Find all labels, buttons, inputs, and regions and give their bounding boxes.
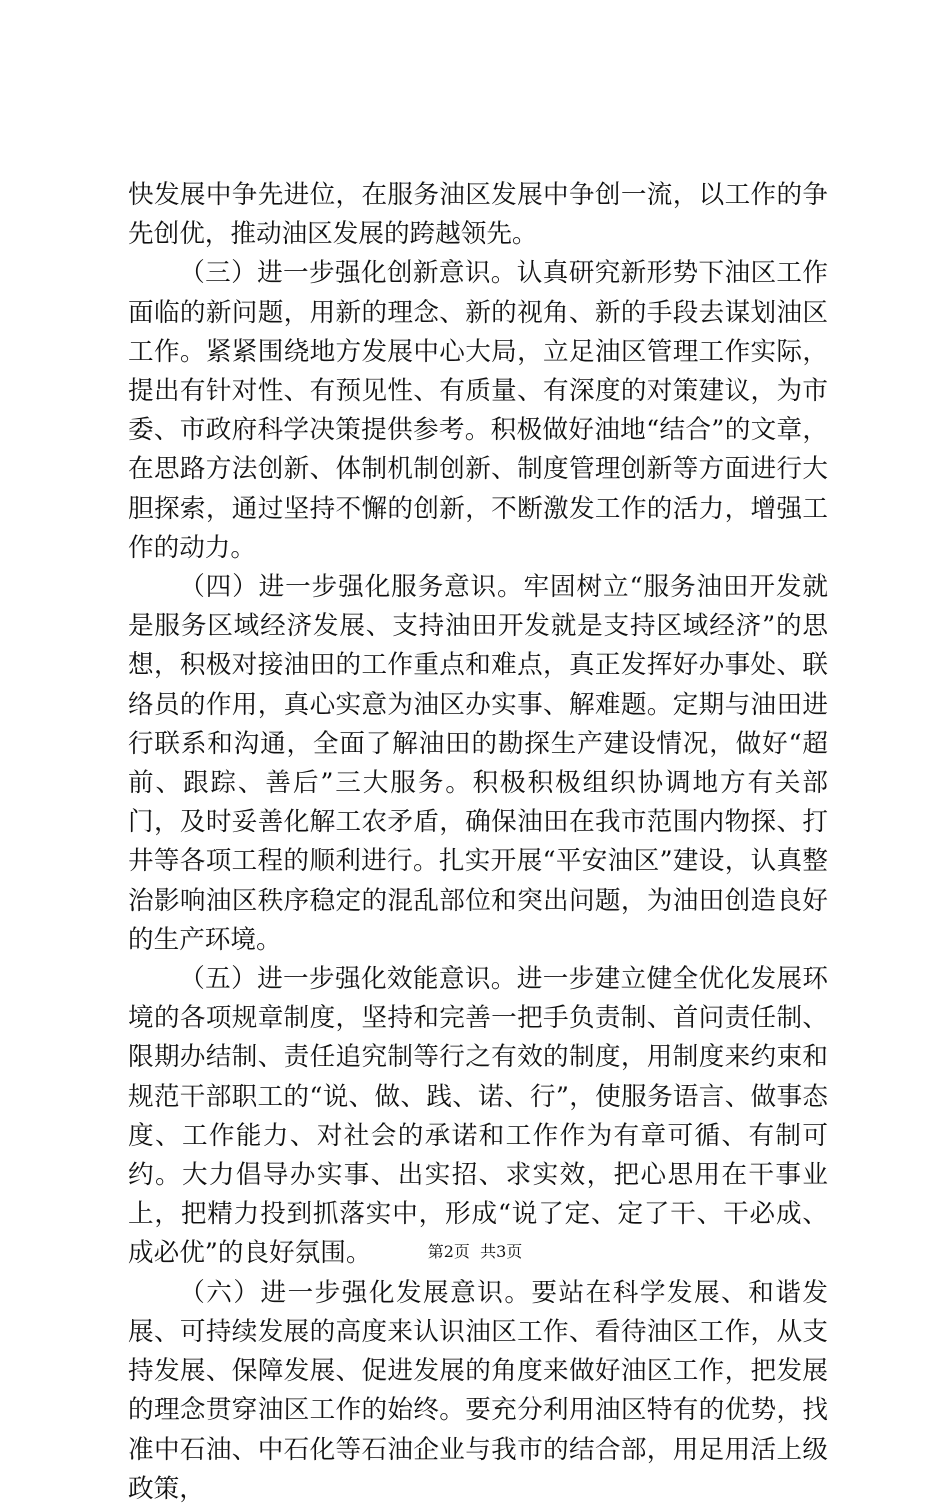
page-footer	[0, 1242, 950, 1262]
paragraph-continuation: 快发展中争先进位，在服务油区发展中争创一流，以工作的争先创优，推动油区发展的跨越领先。	[128, 180, 828, 250]
page-number-label: 第2页 共3页	[427, 1242, 523, 1261]
paragraph-service: （四）进一步强化服务意识。牢固树立“服务油田开发就是服务区域经济发展、支持油田开发就是支持区域经济”的思想，积极对接油田的工作重点和难点，真正发挥好办事处、联络员的作用，真心实意为油区办实事、解难题。定期与油田进行联系和沟通，全面了解油田的勘探生产建设情况，做好“超前、跟踪、善后”三大服务。积极积极组织协调地方有关部门，及时妥善化解工农矛盾，确保油田在我市范围内物探、打井等各项工程的顺利进行。扎实开展“平安油区”建设，认真整治影响油区秩序稳定的混乱部位和突出问题，为油田创造良好的生产环境。	[128, 572, 828, 955]
paragraph-development: （六）进一步强化发展意识。要站在科学发展、和谐发展、可持续发展的高度来认识油区工作、看待油区工作，从支持发展、保障发展、促进发展的角度来做好油区工作，把发展的理念贯穿油区工作的始终。要充分利用油区特有的优势，找准中石油、中石化等石油企业与我市的结合部，用足用活上级政策，	[128, 1277, 828, 1504]
document-body	[128, 176, 828, 1509]
paragraph-innovation: （三）进一步强化创新意识。认真研究新形势下油区工作面临的新问题，用新的理念、新的视角、新的手段去谋划油区工作。紧紧围绕地方发展中心大局，立足油区管理工作实际，提出有针对性、有预见性、有质量、有深度的对策建议，为市委、市政府科学决策提供参考。积极做好油地“结合”的文章，在思路方法创新、体制机制创新、制度管理创新等方面进行大胆探索，通过坚持不懈的创新，不断激发工作的活力，增强工作的动力。	[128, 258, 828, 563]
paragraph-efficiency: （五）进一步强化效能意识。进一步建立健全优化发展环境的各项规章制度，坚持和完善一把手负责制、首问责任制、限期办结制、责任追究制等行之有效的制度，用制度来约束和规范干部职工的“说、做、践、诺、行”，使服务语言、做事态度、工作能力、对社会的承诺和工作作为有章可循、有制可约。大力倡导办实事、出实招、求实效，把心思用在干事业上，把精力投到抓落实中，形成“说了定、定了干、干必成、成必优”的良好氛围。	[128, 964, 828, 1269]
